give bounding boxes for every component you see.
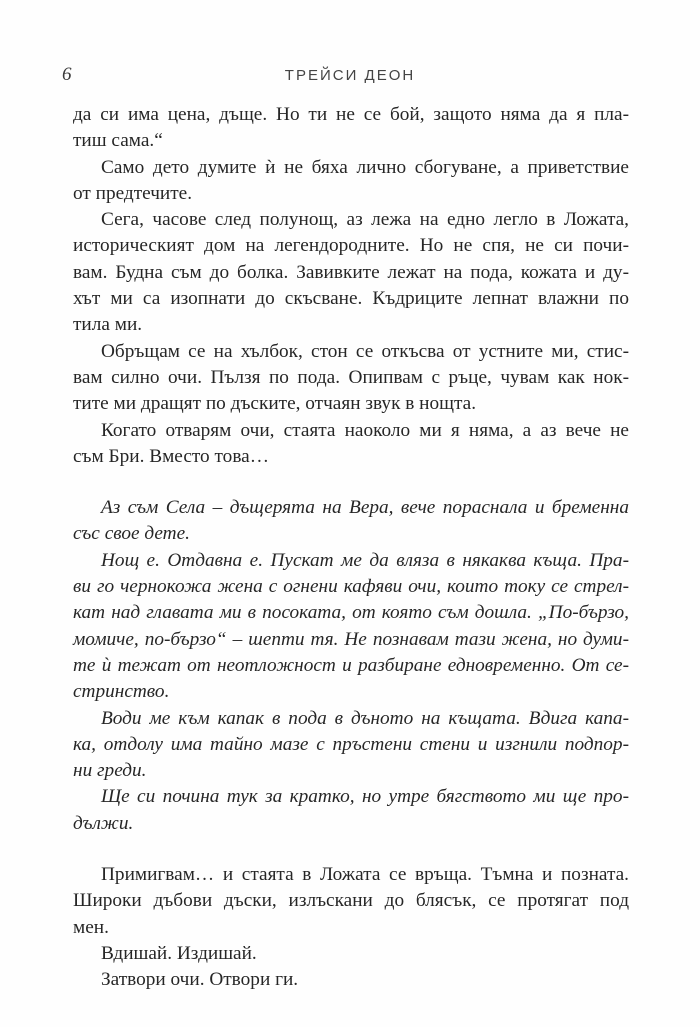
italic-paragraph [73,784,629,837]
text-line: вам. Будна съм до болка. Завивките лежат на пода, кожата и ду- [73,261,629,283]
paragraph [73,339,629,418]
text-line: да си има цена, дъще. Но ти не се бой, защото няма да я пла- [73,104,629,125]
text-line: момиче, по-бързо“ – шепти тя. Не познавам тази жена, но думи- [73,628,629,650]
italic-paragraph [73,495,629,548]
text-line: Води ме към капак в пода в дъното на къщата. Вдига капа- [101,707,629,729]
section-break [73,837,629,862]
text-line: тите ми дращят по дъските, отчаян звук в нощта. [73,393,477,415]
text-line: Примигвам… и стаята в Ложата се връща. Тъмна и позната. [101,864,629,886]
paragraph [73,155,629,208]
body-text [73,102,629,994]
text-line: стринство. [73,681,170,703]
section-break [73,470,629,495]
text-line: Нощ е. Отдавна е. Пускат ме да вляза в някаква къща. Пра- [101,549,629,571]
text-line: Аз съм Села – дъщерята на Вера, вече пораснала и бременна [101,497,629,519]
text-line: те ѝ тежат от неотложност и разбиране едновременно. От се- [73,654,629,676]
text-line: Ще си почина тук за кратко, но утре бягството ми ще про- [101,786,629,808]
italic-paragraph [73,706,629,785]
paragraph [73,102,629,155]
text-line: Обръщам се на хълбок, стон се откъсва от устните ми, стис- [101,340,629,362]
paragraph [73,967,629,993]
text-line: хът ми са изопнати до скъсване. Къдриците лепнат влажни по [73,288,629,310]
text-line: мен. [73,916,109,938]
text-line: Широки дъбови дъски, излъскани до блясък, се протягат под [73,890,629,912]
page-number: 6 [62,64,72,85]
text-line: Когато отварям очи, стаята наоколо ми я няма, а аз вече не [101,419,629,441]
italic-paragraph [73,548,629,706]
text-line: Сега, часове след полунощ, аз лежа на едно легло в Ложата, [101,209,629,231]
text-line: съм Бри. Вместо това… [73,445,270,467]
text-line: историческият дом на легендородните. Но не спя, не си почи- [73,235,629,257]
text-line: вам силно очи. Пълзя по пода. Опипвам с ръце, чувам как нок- [73,366,629,388]
paragraph [73,418,629,471]
text-line: ви го чернокожа жена с огнени кафяви очи, които току се стрел- [73,576,629,598]
text-line: Затвори очи. Отвори ги. [101,969,299,991]
text-line: от предтечите. [73,182,193,204]
text-line: Вдишай. Издишай. [101,942,257,964]
text-line: тиш сама.“ [73,130,163,152]
text-line: Само дето думите ѝ не бяха лично сбогуване, а приветствие [101,156,629,178]
running-head-author: ТРЕЙСИ ДЕОН [284,67,416,84]
text-line: ни греди. [73,760,147,782]
text-line: тила ми. [73,314,143,336]
paragraph [73,941,629,967]
text-line: кат над главата ми в посоката, от която съм дошла. „По-бързо, [73,602,629,624]
text-line: дължи. [73,812,134,834]
paragraph [73,862,629,941]
text-line: със свое дете. [73,523,190,545]
paragraph [73,207,629,338]
text-line: ка, отдолу има тайно мазе с пръстени стени и изгнили подпор- [73,733,629,755]
